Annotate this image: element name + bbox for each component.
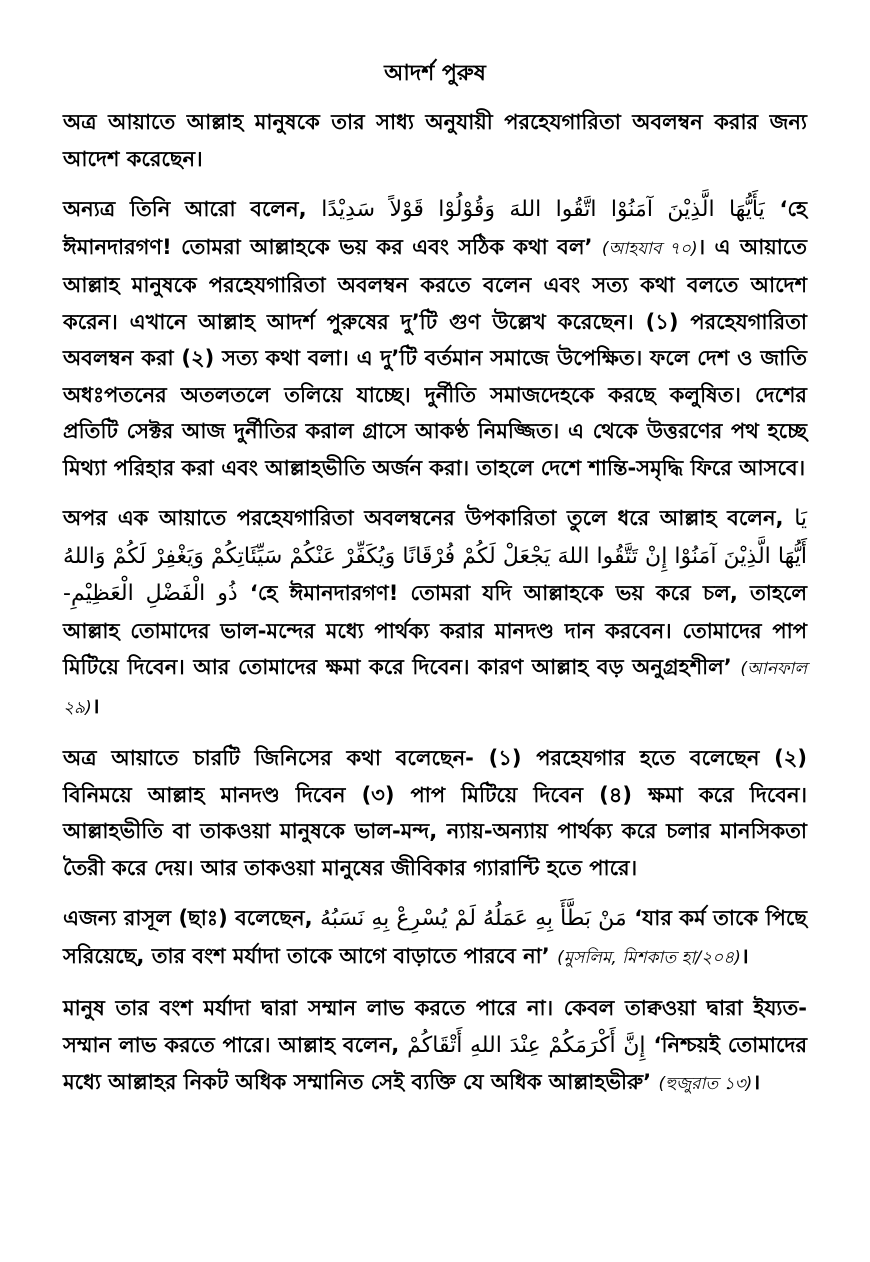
verse-reference: (হুজুরাত ১৩) [658, 1074, 753, 1094]
paragraph-5-lead: এজন্য রাসূল (ছাঃ) বলেছেন, [63, 906, 313, 930]
verse-translation: ‘হে ঈমানদারগণ! তোমরা যদি আল্লাহকে ভয় করে চল, তাহলে আল্লাহ তোমাদের ভাল-মন্দের মধ্যে পার্থক্য করার মানদণ্ড দান করবেন। তোমাদের পাপ মিটিয়ে দিবেন। আর তোমাদের ক্ষমা করে দিবেন। কারণ আল্লাহ বড় অনুগ্রহশীল’ [63, 581, 808, 679]
paragraph-6 [63, 990, 807, 1103]
paragraph-2-rest: । এ আয়াতে আল্লাহ মানুষকে পরহেযগারিতা অবলম্বন করতে বলেন এবং সত্য কথা বলতে আদেশ করেন। এখানে আল্লাহ আদর্শ পুরুষের দু’টি গুণ উল্লেখ করেছেন। (১) পরহেযগারিতা অবলম্বন করা (২) সত্য কথা বলা। এ দু’টি বর্তমান সমাজে উপেক্ষিত। ফলে দেশ ও জাতি অধঃপতনের অতলতলে তলিয়ে যাচ্ছে। দুর্নীতি সমাজদেহকে করছে কলুষিত। দেশের প্রতিটি সেক্টর আজ দুর্নীতির করাল গ্রাসে আকণ্ঠ নিমজ্জিত। এ থেকে উত্তরণের পথ হচ্ছে মিথ্যা পরিহার করা এবং আল্লাহভীতি অর্জন করা। তাহলে দেশে শান্তি-সমৃদ্ধি ফিরে আসবে। [63, 234, 807, 480]
paragraph-1: অত্র আয়াতে আল্লাহ মানুষকে তার সাধ্য অনুযায়ী পরহেযগারিতা অবলম্বন করার জন্য আদেশ করেছেন। [63, 110, 807, 171]
verse-reference: (আনফাল ২৯) [63, 659, 808, 718]
page-title: আদর্শ পুরুষ [384, 61, 486, 86]
paragraph-2-lead: অন্যত্র তিনি আরো বলেন, [63, 197, 307, 221]
sentence-end: । [740, 943, 749, 968]
paragraph-3-lead: অপর এক আয়াতে পরহেযগারিতা অবলম্বনের উপকারিতা তুলে ধরে আল্লাহ বলেন, [63, 506, 784, 530]
arabic-verse: يَا أَيُّهَا الَّذِيْنَ آمَنُوْا إِنْ تَتَّقُوا اللهَ يَجْعَلْ لَكُمْ فُرْقَانًا وَيُكَفِّرْ عَنْكُمْ سَيِّئَاتِكُمْ وَيَغْفِرْ لَكُمْ وَاللهُ ذُو الْفَضْلِ الْعَظِيْمِ- [63, 506, 808, 606]
verse-reference: (আহযাব ৭০) [601, 238, 698, 259]
paragraph-5 [63, 900, 807, 976]
hadith-translation: ‘যার কর্ম তাকে পিছে সরিয়েছে, তার বংশ মর্যাদা তাকে আগে বাড়াতে পারবে না’ [63, 906, 808, 968]
paragraph-4: অত্র আয়াতে চারটি জিনিসের কথা বলেছেন- (১) পরহেযগার হতে বলেছেন (২) বিনিময়ে আল্লাহ মানদণ্ড দিবেন (৩) পাপ মিটিয়ে দিবেন (৪) ক্ষমা করে দিবেন। আল্লাহভীতি বা তাকওয়া মানুষকে ভাল-মন্দ, ন্যায়-অন্যায় পার্থক্য করে চলার মানসিকতা তৈরী করে দেয়। আর তাকওয়া মানুষের জীবিকার গ্যারান্টি হতে পারে। [63, 746, 807, 880]
paragraph-2 [63, 191, 807, 486]
paragraph-3 [63, 500, 807, 726]
hadith-reference: (মুসলিম, মিশকাত হা/২০৪) [557, 947, 741, 968]
arabic-verse: يَأَيُّهَا الَّذِيْنَ آمَنُوْا اتَّقُوا اللهَ وَقُوْلُوْا قَوْلاً سَدِيْدًا [321, 197, 765, 222]
verse-translation: ‘নিশ্চয়ই তোমাদের মধ্যে আল্লাহর নিকট অধিক সম্মানিত সেই ব্যক্তি যে অধিক আল্লাহভীরু’ [63, 1032, 808, 1094]
arabic-hadith: مَنْ بَطَّأَ بِهِ عَمَلُهُ لَمْ يُسْرِعْ بِهِ نَسَبُهُ [320, 906, 627, 931]
sentence-end: । [752, 1070, 761, 1094]
arabic-verse: إِنَّ أَكْرَمَكُمْ عِنْدَ اللهِ أَتْقَاكُمْ [407, 1032, 646, 1058]
sentence-end: । [91, 693, 100, 718]
paragraph-6-lead: মানুষ তার বংশ মর্যাদা দ্বারা সম্মান লাভ করতে পারে না। কেবল তাক্বওয়া দ্বারা ইয্যত-সম্মান লাভ করতে পারে। আল্লাহ বলেন, [63, 996, 807, 1057]
verse-translation: ‘হে ঈমানদারগণ! তোমরা আল্লাহকে ভয় কর এবং সঠিক কথা বল’ [63, 197, 808, 259]
